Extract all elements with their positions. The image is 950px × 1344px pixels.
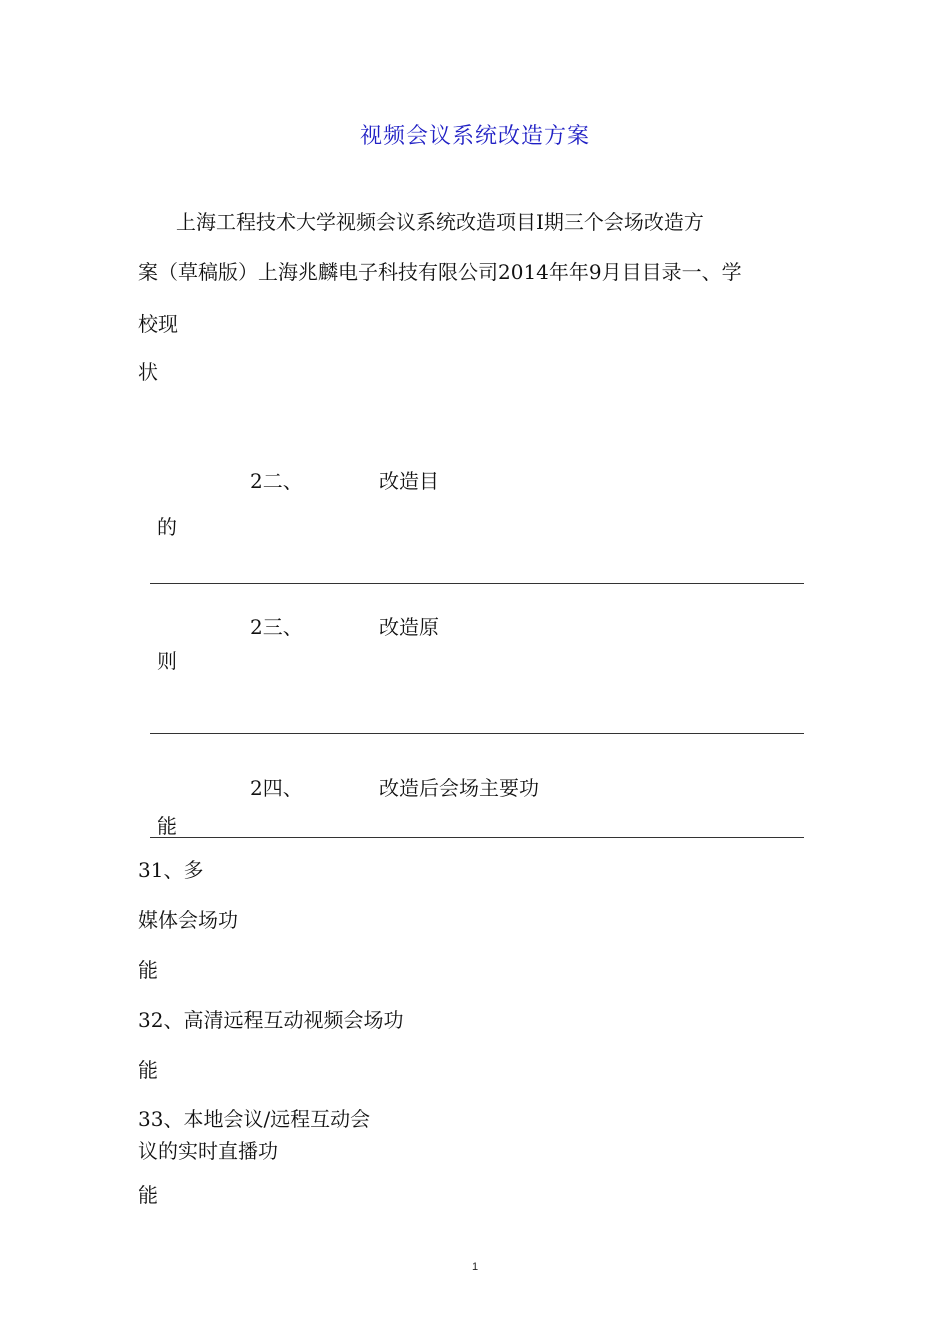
document-title: 视频会议系统改造方案: [359, 124, 590, 149]
subsection-2-line-1: 32、高清远程互动视频会场功: [138, 1008, 404, 1032]
toc-heading-3: 改造后会场主要功: [379, 776, 539, 800]
toc-number-2: 2三、: [250, 615, 303, 639]
toc-tail-2: 则: [157, 649, 177, 673]
subsection-1-line-2: 媒体会场功: [138, 908, 238, 932]
toc-divider-2: [150, 733, 804, 734]
intro-line-2: 案（草稿版）上海兆麟电子科技有限公司2014年年9月目目录一、学: [138, 260, 742, 284]
toc-divider-3: [150, 837, 804, 838]
subsection-3-line-3: 能: [138, 1183, 158, 1207]
page-number: 1: [471, 1261, 479, 1273]
subsection-2-line-2: 能: [138, 1058, 158, 1082]
subsection-1-line-3: 能: [138, 958, 158, 982]
toc-heading-1: 改造目: [379, 469, 439, 493]
subsection-3-line-1: 33、本地会议/远程互动会: [138, 1107, 371, 1131]
toc-tail-3: 能: [157, 814, 177, 838]
intro-line-1: 上海工程技术大学视频会议系统改造项目Ⅰ期三个会场改造方: [176, 210, 704, 234]
intro-line-4: 状: [138, 360, 158, 384]
subsection-3-line-2: 议的实时直播功: [138, 1139, 278, 1163]
toc-number-3: 2四、: [250, 776, 303, 800]
toc-tail-1: 的: [157, 515, 177, 539]
intro-line-3: 校现: [138, 312, 178, 336]
subsection-1-line-1: 31、多: [138, 858, 204, 882]
toc-number-1: 2二、: [250, 469, 303, 493]
toc-divider-1: [150, 583, 804, 584]
toc-heading-2: 改造原: [379, 615, 439, 639]
